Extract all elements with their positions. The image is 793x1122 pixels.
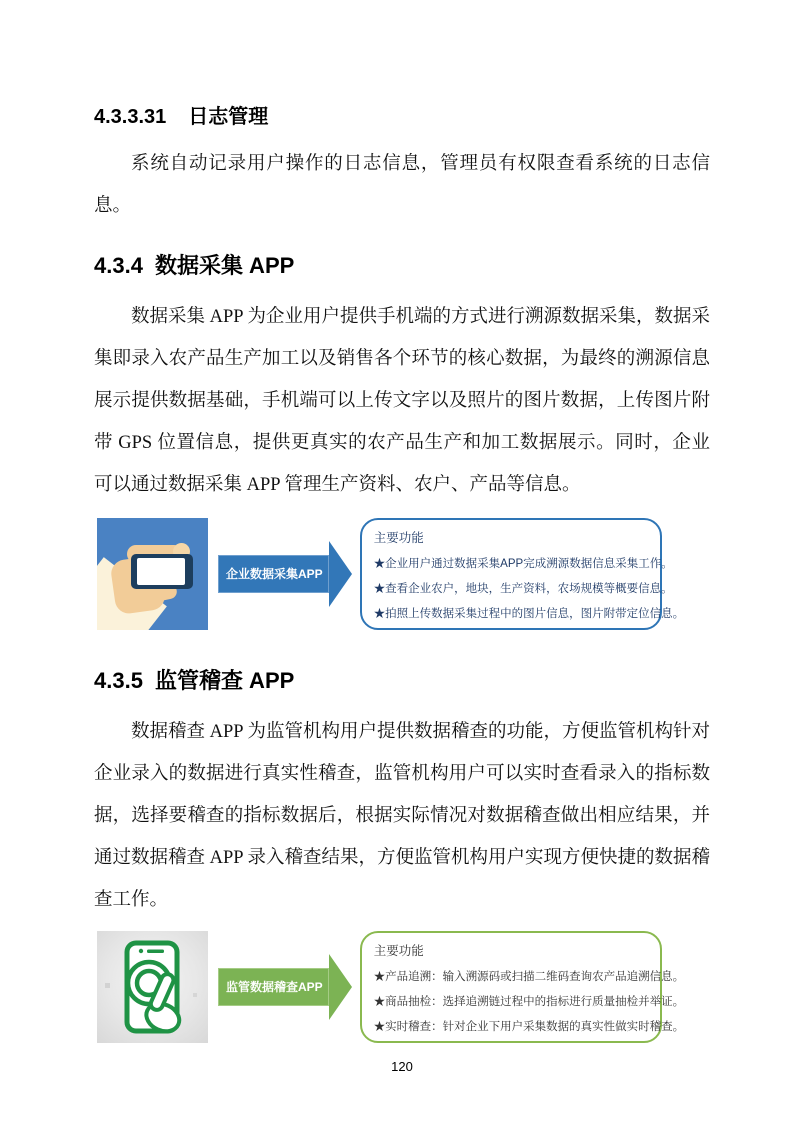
feature-callout-collect <box>360 518 685 630</box>
paragraph-inspect: 数据稽查 APP 为监管机构用户提供数据稽查的功能，方便监管机构针对企业录入的数据进行真实性稽查，监管机构用户可以实时查看录入的指标数据，选择要稽查的指标数据后，根据实际情况对数据稽查做出相应结果，并通过数据稽查 APP 录入稽查结果，方便监管机构用户实现方便快捷的数据稽查工作。 <box>94 722 711 910</box>
section-heading-log <box>94 100 710 129</box>
paragraph-log: 系统自动记录用户操作的日志信息，管理员有权限查看系统的日志信息。 <box>94 154 710 216</box>
arrow-label: 企业数据采集APP <box>218 555 329 593</box>
page-number: 120 <box>391 1059 413 1074</box>
phone-screen-shape <box>137 558 185 585</box>
touch-phone-svg <box>97 931 208 1043</box>
callout-bullet: ★查看企业农户，地块，生产资料，农场规模等概要信息。 <box>373 583 673 595</box>
heading-number: 4.3.3.31 <box>94 106 167 128</box>
callout-bullet: ★企业用户通过数据采集APP完成溯源数据信息采集工作。 <box>373 558 673 570</box>
callout-bullet: ★商品抽检：选择追溯链过程中的指标进行质量抽检并举证。 <box>373 996 685 1008</box>
callout-bullet: ★拍照上传数据采集过程中的图片信息，图片附带定位信息。 <box>373 608 685 620</box>
heading-number: 4.3.5 <box>94 668 143 693</box>
arrow-head-icon <box>329 954 352 1020</box>
arrow-right-icon <box>218 954 352 1020</box>
heading-number: 4.3.4 <box>94 253 143 278</box>
section-heading-collect <box>94 249 710 280</box>
section-heading-inspect <box>94 664 710 695</box>
paragraph-collect: 数据采集 APP 为企业用户提供手机端的方式进行溯源数据采集，数据采集即录入农产品生产加工以及销售各个环节的核心数据，为最终的溯源信息展示提供数据基础，手机端可以上传文字以及照片的图片数据，上传图片附带 GPS 位置信息，提供更真实的农产品生产和加工数据展示。同时，企业可以通过数据采集 APP 管理生产资料、农户、产品等信息。 <box>94 307 711 495</box>
callout-title: 主要功能 <box>373 531 424 545</box>
arrow-head-icon <box>329 541 352 607</box>
heading-title: 监管稽查 APP <box>154 668 295 693</box>
callout-bullet: ★实时稽查：针对企业下用户采集数据的真实性做实时稽查。 <box>373 1021 685 1033</box>
callout-bullet: ★产品追溯：输入溯源码或扫描二维码查询农产品追溯信息。 <box>373 971 685 983</box>
callout-title: 主要功能 <box>373 944 424 958</box>
figure-inspect-app <box>97 931 710 1043</box>
heading-title: 数据采集 APP <box>154 253 295 278</box>
figure-data-collect-app <box>97 518 710 630</box>
phone-shape <box>131 554 193 589</box>
heading-title: 日志管理 <box>188 106 269 128</box>
touch-phone-icon <box>97 931 208 1043</box>
feature-callout-inspect <box>360 931 685 1043</box>
hand-holding-phone-icon <box>97 518 208 630</box>
arrow-right-icon <box>218 541 352 607</box>
arrow-label: 监管数据稽查APP <box>218 968 329 1006</box>
